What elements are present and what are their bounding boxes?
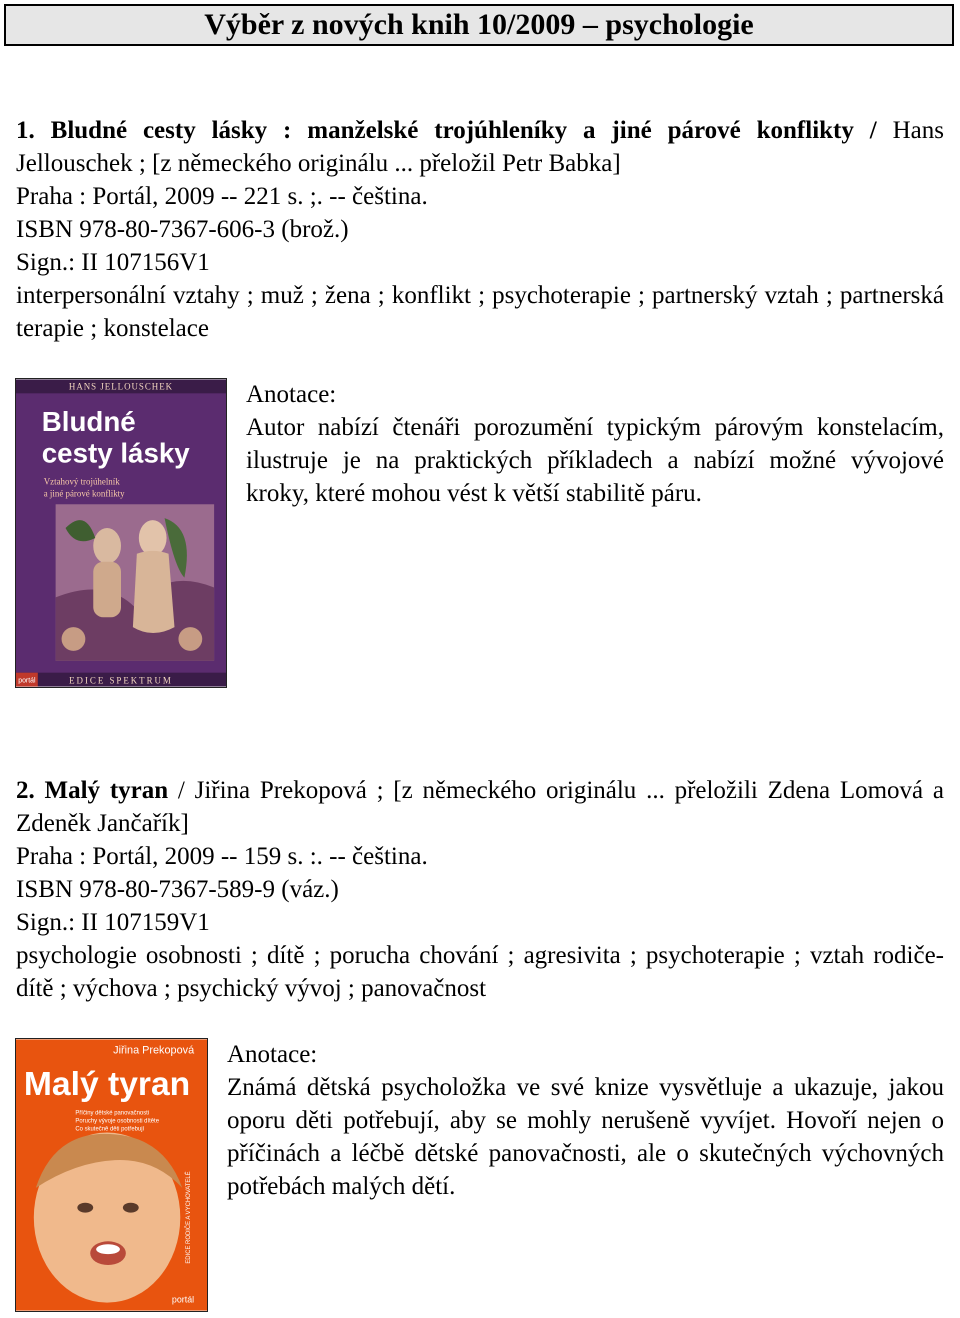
book-2-title-line <box>16 774 944 840</box>
book-2-title: Malý tyran <box>44 777 169 804</box>
book-2-cover-publisher: portál <box>171 1294 195 1305</box>
book-2-annotation-label: Anotace: <box>227 1041 318 1068</box>
book-1-title-line <box>16 114 944 180</box>
book-2-isbn: ISBN 978-80-7367-589-9 (váz.) <box>16 876 339 903</box>
book-2-publication: Praha : Portál, 2009 -- 159 s. :. -- čeština. <box>16 843 428 870</box>
book-entry-2 <box>16 774 944 1005</box>
book-1-annotation <box>246 378 944 510</box>
page-title <box>4 4 954 46</box>
book-1-annotation-label: Anotace: <box>246 381 337 408</box>
book-1-isbn: ISBN 978-80-7367-606-3 (brož.) <box>16 216 349 243</box>
book-1-title-sep: / <box>853 117 893 144</box>
book-2-signature: Sign.: II 107159V1 <box>16 909 210 936</box>
book-1-title: Bludné cesty lásky : manželské trojúhleníky a jiné párové konflikty <box>50 117 854 144</box>
book-1-cover-publisher: portál <box>18 677 36 685</box>
book-2-title-sep: / <box>168 777 195 804</box>
book-1-responsibility: Hans Jellouschek ; [z německého originálu ... přeložil Petr Babka] <box>16 117 944 177</box>
book-1-signature: Sign.: II 107156V1 <box>16 249 210 276</box>
book-2-cover-author: Jiřina Prekopová <box>113 1044 195 1057</box>
book-1-number: 1. <box>16 117 35 144</box>
book-1-publication: Praha : Portál, 2009 -- 221 s. ;. -- čeština. <box>16 183 428 210</box>
book-2-subjects: psychologie osobnosti ; dítě ; porucha chování ; agresivita ; psychoterapie ; vztah rodiče-dítě ; výchova ; psychický vývoj ; panovačnost <box>16 942 944 1002</box>
book-1-subjects: interpersonální vztahy ; muž ; žena ; konflikt ; psychoterapie ; partnerský vztah ; partnerská terapie ; konstelace <box>16 282 944 342</box>
book-1-cover-image <box>16 379 226 687</box>
book-2-cover-image <box>16 1039 207 1311</box>
book-2-annotation-text: Známá dětská psycholožka ve své knize vysvětluje a ukazuje, jakou oporu děti potřebují, aby se mohly nerušeně vyvíjet. Hovoří nejen o příčinách a léčbě dětské panovačnosti, ale o skutečných výchovných potřebách malých dětí. <box>227 1074 944 1200</box>
book-1-cover-title-2: cesty lásky <box>41 437 190 469</box>
book-2-cover-blurb-3: Co skutečně děti potřebují <box>75 1126 145 1133</box>
book-1-annotation-text: Autor nabízí čtenáři porozumění typickým párovým konstelacím, ilustruje je na praktických příkladech a nabízí možné vývojové kroky, které mohou vést k větší stabilitě páru. <box>246 414 944 507</box>
book-1-cover-author: HANS JELLOUSCHEK <box>68 381 174 392</box>
book-entry-1 <box>16 114 944 345</box>
book-2-cover-blurb-1: Příčiny dětské panovačnosti <box>75 1110 150 1117</box>
book-2-cover-title: Malý tyran <box>23 1065 191 1103</box>
book-2-responsibility: Jiřina Prekopová ; [z německého originálu ... přeložili Zdena Lomová a Zdeněk Jančařík] <box>16 777 945 837</box>
book-2-number: 2. <box>16 777 35 804</box>
book-1-cover-subtitle-2: a jiné párové konflikty <box>43 488 125 499</box>
book-2-cover-spine: EDICE RODIČE A VYCHOVATELÉ <box>186 1171 193 1264</box>
page-title-text: Výběr z nových knih 10/2009 – psychologie <box>204 8 754 41</box>
book-1-cover-subtitle-1: Vztahový trojúhelník <box>43 476 120 487</box>
book-1-cover-series: EDICE SPEKTRUM <box>69 675 173 686</box>
book-2-cover <box>15 1038 208 1312</box>
book-2-annotation <box>227 1038 944 1203</box>
book-1-cover-title-1: Bludné <box>41 405 136 437</box>
book-1-cover <box>15 378 227 688</box>
book-2-cover-blurb-2: Poruchy vývoje osobnosti dítěte <box>75 1118 160 1125</box>
